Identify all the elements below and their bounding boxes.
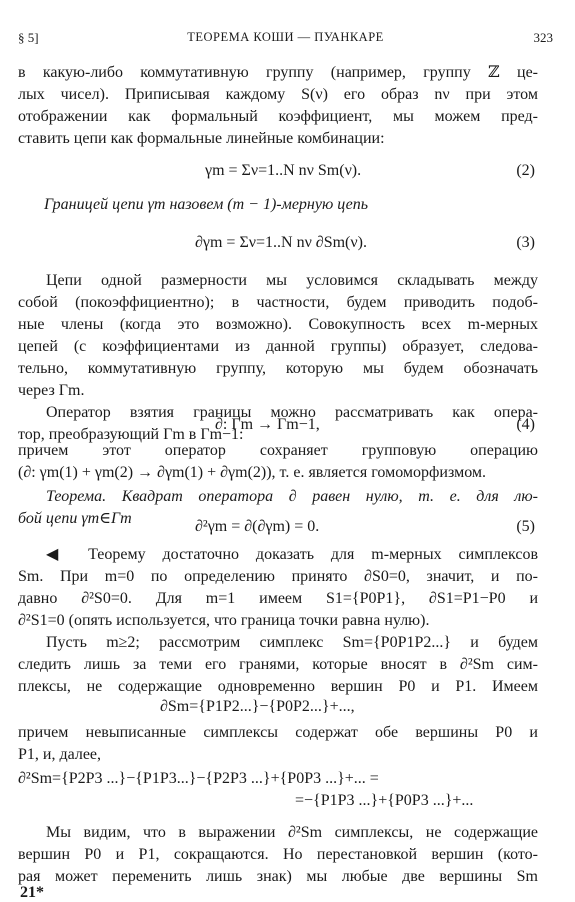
text-line: (∂: γm(1) + γm(2) → ∂γm(1) + ∂γm(2)), т. е. является гомоморфизмом. bbox=[18, 464, 487, 481]
text-line: ∂²S1=0 (опять используется, что граница точки равна нулю). bbox=[18, 612, 430, 629]
formula: ∂²γm = ∂(∂γm) = 0. bbox=[195, 518, 320, 535]
text-line: лых чисел). Приписывая каждому S(ν) его образ nν при этом bbox=[18, 86, 538, 103]
text-line: через Γm. bbox=[18, 382, 85, 399]
text-line: Цепи одной размерности мы условимся складывать между bbox=[46, 272, 538, 289]
formula: =−{P1P3 ...}+{P0P3 ...}+... bbox=[295, 792, 474, 809]
text-line: следить лишь за теми его гранями, которые вносят в ∂²Sm сим- bbox=[18, 656, 538, 673]
text-line: Оператор взятия границы можно рассматривать как опера- bbox=[46, 404, 538, 421]
equation-boundary bbox=[0, 696, 575, 718]
page-number: 323 bbox=[533, 30, 553, 45]
text-line: тор, преобразующий Γm в Γm−1: bbox=[18, 426, 244, 443]
text-line: P1, и, далее, bbox=[18, 746, 102, 763]
text-line: причем невыписанные симплексы содержат обе вершины P0 и bbox=[18, 724, 538, 741]
formula: γm = Σν=1..N nν Sm(ν). bbox=[205, 162, 362, 179]
equation-number: (3) bbox=[516, 234, 535, 251]
equation-3 bbox=[0, 222, 575, 262]
text-line: отображении как формальный коэффициент, мы можем пред- bbox=[18, 108, 538, 125]
text-line: Теорема. Квадрат оператора ∂ равен нулю, т. е. для лю- bbox=[46, 488, 538, 505]
equation-2 bbox=[0, 152, 575, 192]
text-line: ставить цепи как формальные линейные комбинации: bbox=[18, 130, 385, 147]
text-line: рая может переменить лишь знак) мы любые две вершины Sm bbox=[18, 868, 538, 885]
text-line: тельно, коммутативную группу, которую мы будем обозначать bbox=[18, 360, 538, 377]
formula: ∂: Γm → Γm−1, bbox=[215, 416, 320, 433]
equation-4 bbox=[0, 414, 575, 436]
text-line: плексы, не содержащие одновременно вершин P0 и P1. Имеем bbox=[18, 678, 538, 695]
running-header bbox=[18, 30, 553, 50]
text-line: Границей цепи γm назовем (m − 1)-мерную цепь bbox=[44, 196, 369, 213]
text-line: бой цепи γm∈Γm bbox=[18, 510, 132, 527]
text-line: ◀ Теорему достаточно доказать для m-мерных симплексов bbox=[46, 546, 538, 563]
formula: ∂Sm={P1P2...}−{P0P2...}+..., bbox=[160, 698, 355, 715]
equation-second-boundary bbox=[0, 768, 575, 812]
header-title: ТЕОРЕМА КОШИ — ПУАНКАРЕ bbox=[187, 30, 384, 44]
formula: ∂²Sm={P2P3 ...}−{P1P3...}−{P2P3 ...}+{P0P3 ...}+... = bbox=[18, 770, 379, 787]
text-line: Пусть m≥2; рассмотрим симплекс Sm={P0P1P2...} и будем bbox=[46, 634, 538, 651]
section-ref: § 5] bbox=[18, 30, 39, 45]
text-line: Sm. При m=0 по определению принято ∂S0=0, значит, и по- bbox=[18, 568, 538, 585]
signature-mark: 21* bbox=[20, 884, 44, 901]
equation-5 bbox=[0, 516, 575, 538]
text-line: давно ∂²S0=0. Для m=1 имеем S1={P0P1}, ∂S1=P1−P0 и bbox=[18, 590, 538, 607]
text-line: причем этот оператор сохраняет групповую операцию bbox=[18, 442, 538, 459]
text-line: собой (покоэффициентно); в частности, будем приводить подоб- bbox=[18, 294, 538, 311]
text-line: Мы видим, что в выражении ∂²Sm симплексы, не содержащие bbox=[46, 824, 538, 841]
equation-number: (4) bbox=[516, 416, 535, 433]
equation-number: (2) bbox=[516, 162, 535, 179]
equation-number: (5) bbox=[516, 518, 535, 535]
text-line: ные члены (когда это возможно). Совокупность всех m-мерных bbox=[18, 316, 538, 333]
text-line: в какую-либо коммутативную группу (например, группу ℤ це- bbox=[18, 64, 538, 81]
formula: ∂γm = Σν=1..N nν ∂Sm(ν). bbox=[195, 234, 367, 251]
text-line: цепей (с коэффициентами из данной группы) образует, следова- bbox=[18, 338, 538, 355]
text-line: вершин P0 и P1, сокращаются. Но перестановкой вершин (кото- bbox=[18, 846, 538, 863]
